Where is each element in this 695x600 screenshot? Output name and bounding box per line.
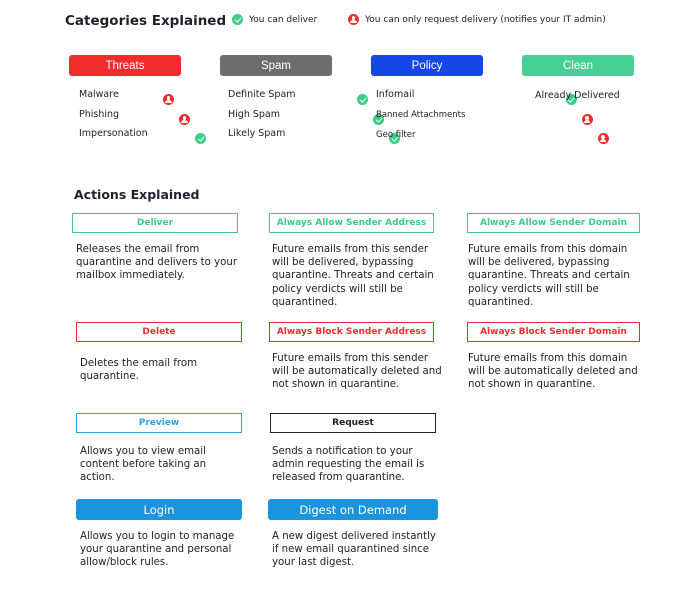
allow-domain-description: Future emails from this domain will be delivered, bypassing quarantine. Threats and certain policy verdicts will still be quarantined.: [468, 244, 630, 308]
always-block-sender-address-button[interactable]: Always Block Sender Address: [269, 322, 434, 342]
deliver-description: Releases the email from quarantine and delivers to your mailbox immediately.: [76, 244, 238, 282]
block-domain-description: Future emails from this domain will be automatically deleted and not shown in quarantine.: [468, 353, 638, 391]
request-description: Sends a notification to your admin requesting the email is released from quarantine.: [272, 446, 425, 484]
legend-request-label: You can only request delivery (notifies your IT admin): [365, 14, 606, 25]
legend-request: [348, 14, 606, 25]
check-icon: [232, 14, 243, 25]
always-allow-sender-address-button[interactable]: Always Allow Sender Address: [269, 213, 434, 233]
check-icon: [195, 133, 206, 144]
delete-description: Deletes the email from quarantine.: [80, 358, 198, 383]
category-item: Banned Attachments: [376, 110, 466, 120]
login-button[interactable]: Login: [76, 499, 242, 520]
legend-deliver-label: You can deliver: [249, 14, 318, 25]
allow-sender-description: Future emails from this sender will be delivered, bypassing quarantine. Threats and certain policy verdicts will still be quarantined.: [272, 244, 434, 308]
request-icon: [582, 114, 593, 125]
check-icon: [357, 94, 368, 105]
delete-button[interactable]: Delete: [76, 322, 242, 342]
categories-title: Categories Explained: [65, 13, 227, 29]
request-icon: [179, 114, 190, 125]
category-policy-header: Policy: [371, 55, 483, 76]
category-item: High Spam: [228, 109, 280, 120]
request-icon: [163, 94, 174, 105]
block-sender-description: Future emails from this sender will be automatically deleted and not shown in quarantine.: [272, 353, 442, 391]
deliver-button[interactable]: Deliver: [72, 213, 238, 233]
request-icon: [598, 133, 609, 144]
category-item: Malware: [79, 89, 119, 100]
category-threats-header: Threats: [69, 55, 181, 76]
actions-title: Actions Explained: [74, 187, 200, 202]
category-item: Definite Spam: [228, 89, 296, 100]
category-spam-header: Spam: [220, 55, 332, 76]
login-description: Allows you to login to manage your quarantine and personal allow/block rules.: [80, 531, 235, 569]
category-item: Geo filter: [376, 130, 416, 140]
always-allow-sender-domain-button[interactable]: Always Allow Sender Domain: [467, 213, 640, 233]
digest-description: A new digest delivered instantly if new email quarantined since your last digest.: [272, 531, 436, 569]
category-item: Impersonation: [79, 128, 148, 139]
legend-deliver: [232, 14, 317, 25]
category-item: Already Delivered: [535, 90, 620, 101]
digest-on-demand-button[interactable]: Digest on Demand: [268, 499, 438, 520]
category-item: Infomail: [376, 89, 415, 100]
preview-button[interactable]: Preview: [76, 413, 242, 433]
preview-description: Allows you to view email content before taking an action.: [80, 446, 207, 484]
request-button[interactable]: Request: [270, 413, 436, 433]
request-icon: [348, 14, 359, 25]
category-item: Likely Spam: [228, 128, 286, 139]
category-clean-header: Clean: [522, 55, 634, 76]
category-item: Phishing: [79, 109, 120, 120]
always-block-sender-domain-button[interactable]: Always Block Sender Domain: [467, 322, 640, 342]
